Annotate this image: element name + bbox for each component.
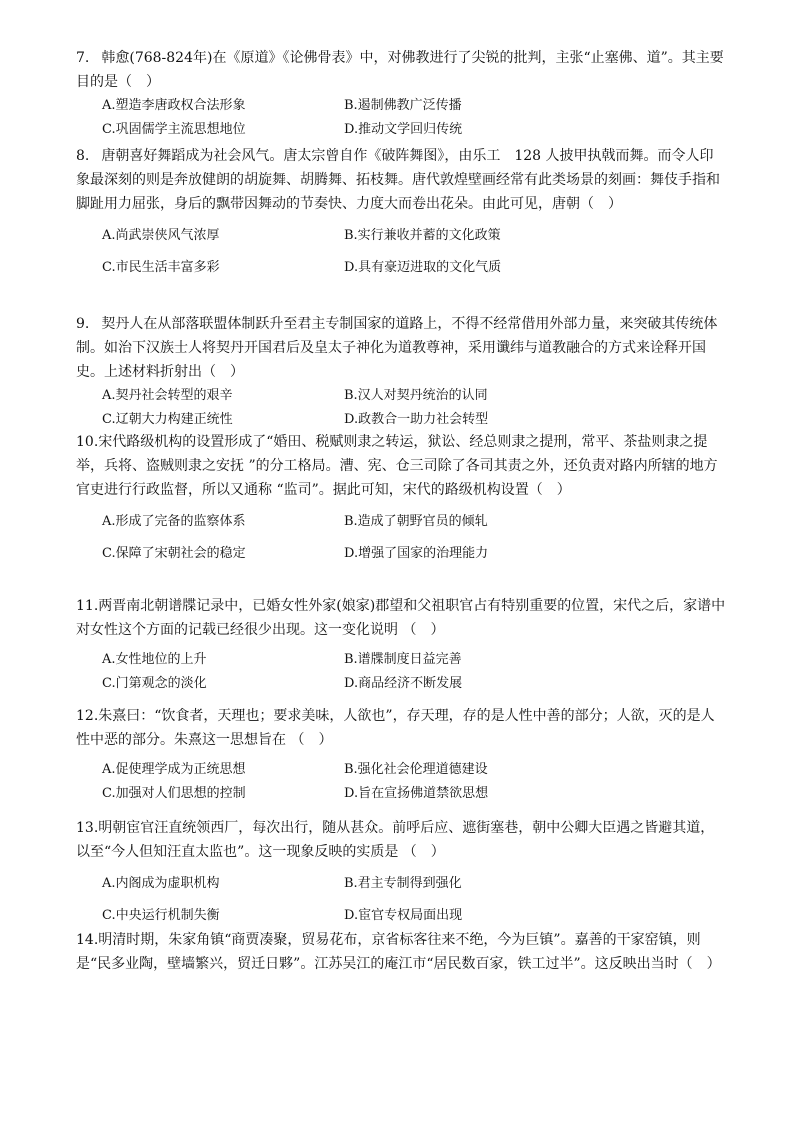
question-14 (76, 928, 726, 976)
question-stem (76, 928, 726, 976)
question-number: 9. (76, 316, 90, 332)
option-c: C.中央运行机制失衡 (102, 908, 220, 923)
question-text: 朱熹曰：“饮食者，天理也；要求美味，人欲也”，存天理，存的是人性中善的部分；人欲，灭的是人性中恶的部分。朱熹这一思想旨在 （ ） (76, 708, 715, 748)
option-row (76, 542, 726, 566)
option-b: B.君主专制得到强化 (344, 876, 462, 891)
question-number: 10. (76, 434, 99, 450)
option-b: B.强化社会伦理道德建设 (344, 762, 488, 777)
question-10 (76, 430, 726, 566)
question-stem (76, 144, 726, 216)
option-d: D.增强了国家的治理能力 (344, 546, 489, 561)
question-12 (76, 704, 726, 806)
option-row (76, 510, 726, 534)
question-text: 唐朝喜好舞蹈成为社会风气。唐太宗曾自作《破阵舞图》，由乐工 128 人披甲执戟而舞。而令人印象最深刻的则是奔放健朗的胡旋舞、胡腾舞、拓枝舞。唐代敦煌壁画经常有此类场景的刻画：舞伎手指和脚趾用力屈张，身后的飘带因舞动的节奏快、力度大而卷出花朵。由此可见，唐朝（ ） (76, 148, 720, 212)
option-row (76, 384, 726, 408)
question-text: 明朝宦官汪直统领西厂，每次出行，随从甚众。前呼后应、遮街塞巷，朝中公卿大臣遇之皆避其道，以至“今人但知汪直太监也”。这一现象反映的实质是 （ ） (76, 820, 715, 860)
question-text: 宋代路级机构的设置形成了“婚田、税赋则隶之转运，狱讼、经总则隶之提刑，常平、茶盐则隶之提举，兵将、盗贼则隶之安抚 ”的分工格局。漕、宪、仓三司除了各司其责之外，还负责对路内所辖的地方官吏进行行政监督，所以又通称 “监司”。据此可知，宋代的路级机构设置（ ） (76, 434, 718, 498)
option-a: A.促使理学成为正统思想 (102, 762, 246, 777)
question-number: 11. (76, 598, 99, 614)
question-11 (76, 594, 726, 696)
question-number: 8. (76, 148, 90, 164)
option-row (76, 648, 726, 672)
option-row (76, 904, 726, 928)
question-number: 14. (76, 932, 99, 948)
option-c: C.加强对人们思想的控制 (102, 786, 246, 801)
option-d: D.旨在宣扬佛道禁欲思想 (344, 786, 489, 801)
question-stem (76, 430, 726, 502)
question-text: 韩愈(768-824年)在《原道》《论佛骨表》中，对佛教进行了尖锐的批判，主张“止塞佛、道”。其主要目的是（ ） (76, 50, 724, 90)
option-c: C.巩固儒学主流思想地位 (102, 122, 246, 137)
question-text: 两晋南北朝谱牒记录中，已婚女性外家(娘家)郡望和父祖职官占有特别重要的位置，宋代之后，家谱中对女性这个方面的记载已经很少出现。这一变化说明 （ ） (76, 598, 726, 638)
option-d: D.商品经济不断发展 (344, 676, 463, 691)
option-b: B.汉人对契丹统治的认同 (344, 388, 488, 403)
question-9 (76, 312, 726, 432)
question-text: 契丹人在从部落联盟体制跃升至君主专制国家的道路上，不得不经常借用外部力量，来突破其传统体制。如治下汉族士人将契丹开国君后及皇太子神化为道教尊神，采用谶纬与道教融合的方式来诠释开国史。上述材料折射出（ ） (76, 316, 718, 380)
option-c: C.门第观念的淡化 (102, 676, 207, 691)
option-a: A.形成了完备的监察体系 (102, 514, 246, 529)
question-stem (76, 312, 726, 384)
option-row (76, 118, 726, 142)
question-stem (76, 46, 726, 94)
option-row (76, 256, 726, 280)
question-7 (76, 46, 726, 142)
option-d: D.政教合一助力社会转型 (344, 412, 489, 427)
question-number: 7. (76, 50, 90, 66)
option-d: D.宦官专权局面出现 (344, 908, 463, 923)
option-a: A.女性地位的上升 (102, 652, 207, 667)
option-c: C.辽朝大力构建正统性 (102, 412, 233, 427)
option-c: C.市民生活丰富多彩 (102, 260, 220, 275)
option-b: B.谱牒制度日益完善 (344, 652, 462, 667)
question-stem (76, 816, 726, 864)
question-text: 明清时期，朱家角镇“商贾凑聚，贸易花布，京省标客往来不绝，今为巨镇”。嘉善的干家窑镇，则是“民多业陶，壁墙繁兴，贸迁日夥”。江苏吴江的庵江市“居民数百家，铁工过半”。这反映出当时（ ） (76, 932, 721, 972)
option-a: A.尚武崇侠风气浓厚 (102, 228, 220, 243)
option-row (76, 672, 726, 696)
option-b: B.遏制佛教广泛传播 (344, 98, 462, 113)
question-8 (76, 144, 726, 280)
question-stem (76, 704, 726, 752)
question-number: 13. (76, 820, 99, 836)
option-row (76, 782, 726, 806)
option-row (76, 408, 726, 432)
option-row (76, 224, 726, 248)
option-a: A.契丹社会转型的艰辛 (102, 388, 233, 403)
option-b: B.造成了朝野官员的倾轧 (344, 514, 488, 529)
option-row (76, 872, 726, 896)
option-row (76, 94, 726, 118)
option-d: D.具有豪迈进取的文化气质 (344, 260, 502, 275)
option-a: A.塑造李唐政权合法形象 (102, 98, 246, 113)
option-a: A.内阁成为虚职机构 (102, 876, 220, 891)
option-row (76, 758, 726, 782)
question-number: 12. (76, 708, 99, 724)
option-c: C.保障了宋朝社会的稳定 (102, 546, 246, 561)
question-stem (76, 594, 726, 642)
option-b: B.实行兼收并蓄的文化政策 (344, 228, 501, 243)
question-13 (76, 816, 726, 928)
option-d: D.推动文学回归传统 (344, 122, 463, 137)
